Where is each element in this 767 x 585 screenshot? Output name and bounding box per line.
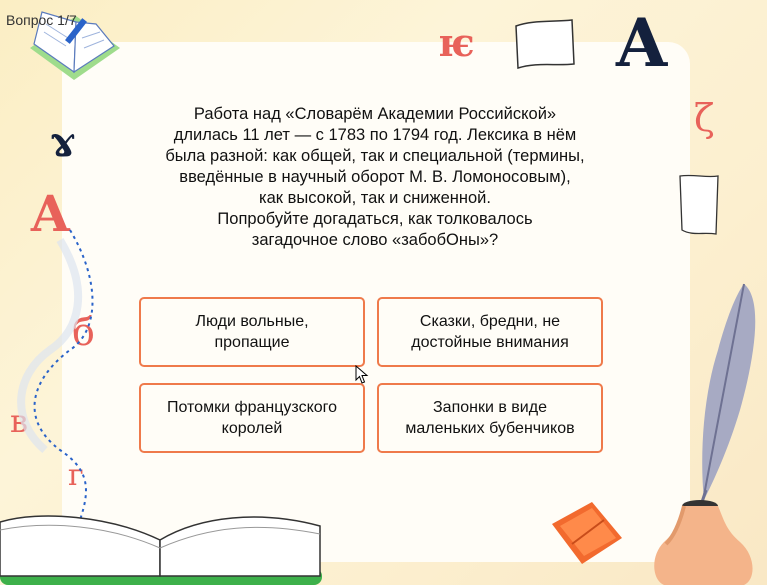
- mouse-cursor-icon: [355, 365, 369, 385]
- decor-letter-gamma: ɤ: [50, 118, 76, 165]
- open-book-icon: [0, 500, 330, 585]
- decor-letter-a-dark: A: [616, 4, 668, 82]
- dotted-path: [0, 220, 110, 520]
- closed-book-icon: [546, 498, 626, 568]
- answer-option-1[interactable]: Люди вольные, пропащие: [139, 297, 365, 367]
- paper-sheet-icon: [512, 18, 578, 70]
- paper-sheet-icon: [676, 172, 722, 238]
- decor-letter-ve: в: [10, 402, 29, 440]
- quill-inkwell-icon: [644, 280, 767, 585]
- decor-letter-be: б: [72, 310, 95, 354]
- decor-letter-ge: г: [68, 458, 84, 493]
- decor-letter-a-red: А: [30, 184, 71, 243]
- answer-option-2[interactable]: Сказки, бредни, не достойные внимания: [377, 297, 603, 367]
- decor-letter-ksi: ζ: [694, 96, 715, 140]
- question-text: Работа над «Словарём Академии Российской» длилась 11 лет — с 1783 по 1794 год. Лексика в нём была разной: как общей, так и специальной (термины, введённые в научный оборот М. В. Ломоносовым), как высокой, так и сниженной. Попробуйте догадаться, как толковалось загадочное слово «забобОны»?: [165, 105, 585, 249]
- question-counter: Вопрос 1/7: [6, 12, 77, 28]
- answer-option-3[interactable]: Потомки французского королей: [139, 383, 365, 453]
- answer-option-4[interactable]: Запонки в виде маленьких бубенчиков: [377, 383, 603, 453]
- decor-letter-yus: ѥ: [438, 20, 475, 65]
